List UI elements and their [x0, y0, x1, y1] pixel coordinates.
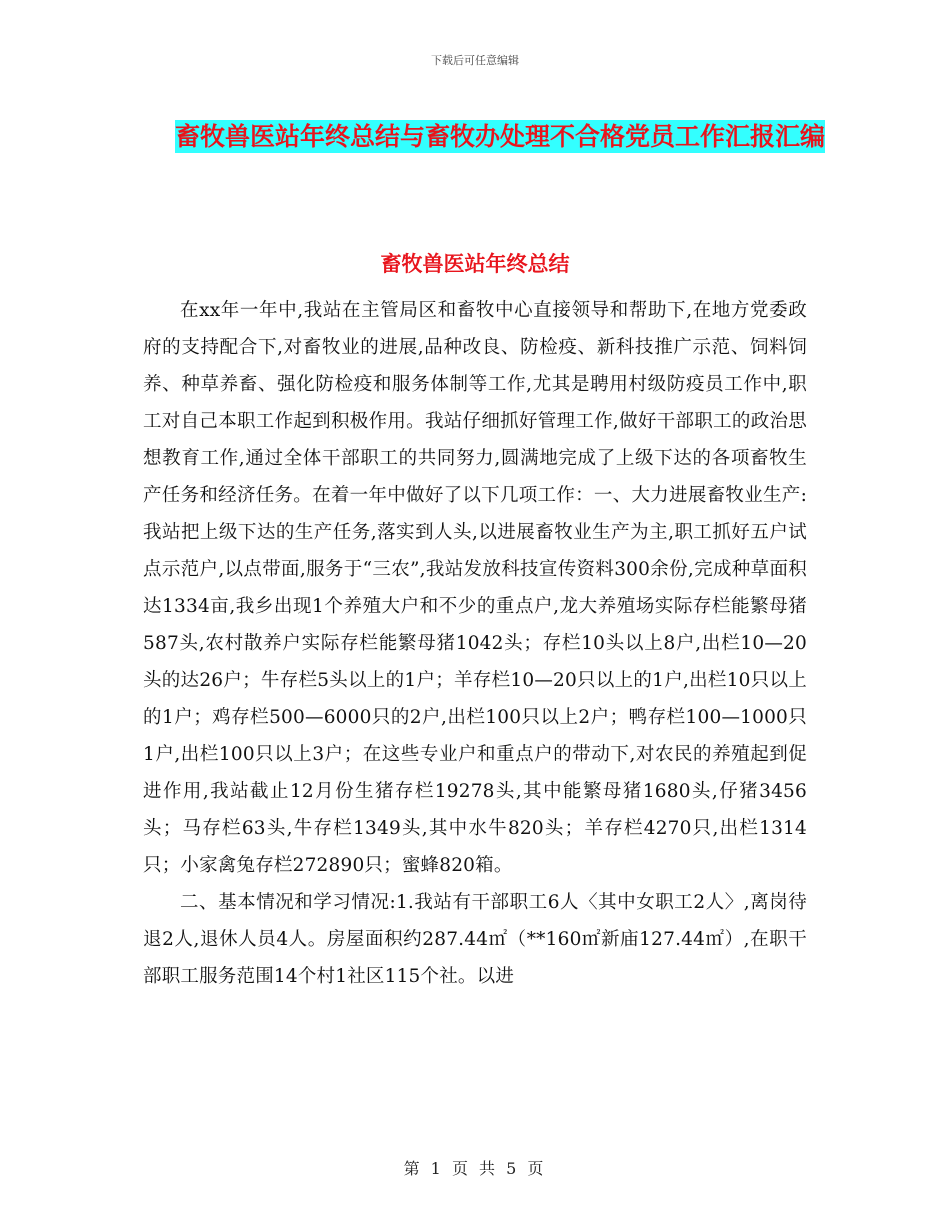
- section-title: 畜牧兽医站年终总结: [380, 252, 570, 276]
- document-body: [143, 292, 807, 995]
- page-number: 第 1 页 共 5 页: [403, 1159, 547, 1178]
- paragraph-1: 在xx年一年中,我站在主管局区和畜牧中心直接领导和帮助下,在地方党委政府的支持配合下,对畜牧业的进展,品种改良、防检疫、新科技推广示范、饲料饲养、种草养畜、强化防检疫和服务体制等工作,尤其是聘用村级防疫员工作中,职工对自己本职工作起到积极作用。我站仔细抓好管理工作,做好干部职工的政治思想教育工作,通过全体干部职工的共同努力,圆满地完成了上级下达的各项畜牧生产任务和经济任务。在着一年中做好了以下几项工作：一、大力进展畜牧业生产:我站把上级下达的生产任务,落实到人头,以进展畜牧业生产为主,职工抓好五户试点示范户,以点带面,服务于“三农”,我站发放科技宣传资料300余份,完成种草面积达1334亩,我乡出现1个养殖大户和不少的重点户,龙大养殖场实际存栏能繁母猪587头,农村散养户实际存栏能繁母猪1042头；存栏10头以上8户,出栏10—20头的达26户；牛存栏5头以上的1户；羊存栏10—20只以上的1户,出栏10只以上的1户；鸡存栏500—6000只的2户,出栏100只以上2户；鸭存栏100—1000只1户,出栏100只以上3户；在这些专业户和重点户的带动下,对农民的养殖起到促进作用,我站截止12月份生猪存栏19278头,其中能繁母猪1680头,仔猪3456头；马存栏63头,牛存栏1349头,其中水牛820头；羊存栏4270只,出栏1314只；小家禽兔存栏272890只；蜜蜂820箱。: [143, 300, 807, 876]
- document-title-text: 畜牧兽医站年终总结与畜牧办处理不合格党员工作汇报汇编: [174, 122, 825, 151]
- paragraph-2: 二、基本情况和学习情况:1.我站有干部职工6人〈其中女职工2人〉,离岗待退2人,退休人员4人。房屋面积约287.44㎡（**160㎡新庙127.44㎡）,在职干部职工服务范围14个村1社区115个社。以进: [143, 892, 807, 987]
- header-note: 下载后可任意编辑: [431, 54, 519, 67]
- document-title: [170, 110, 830, 164]
